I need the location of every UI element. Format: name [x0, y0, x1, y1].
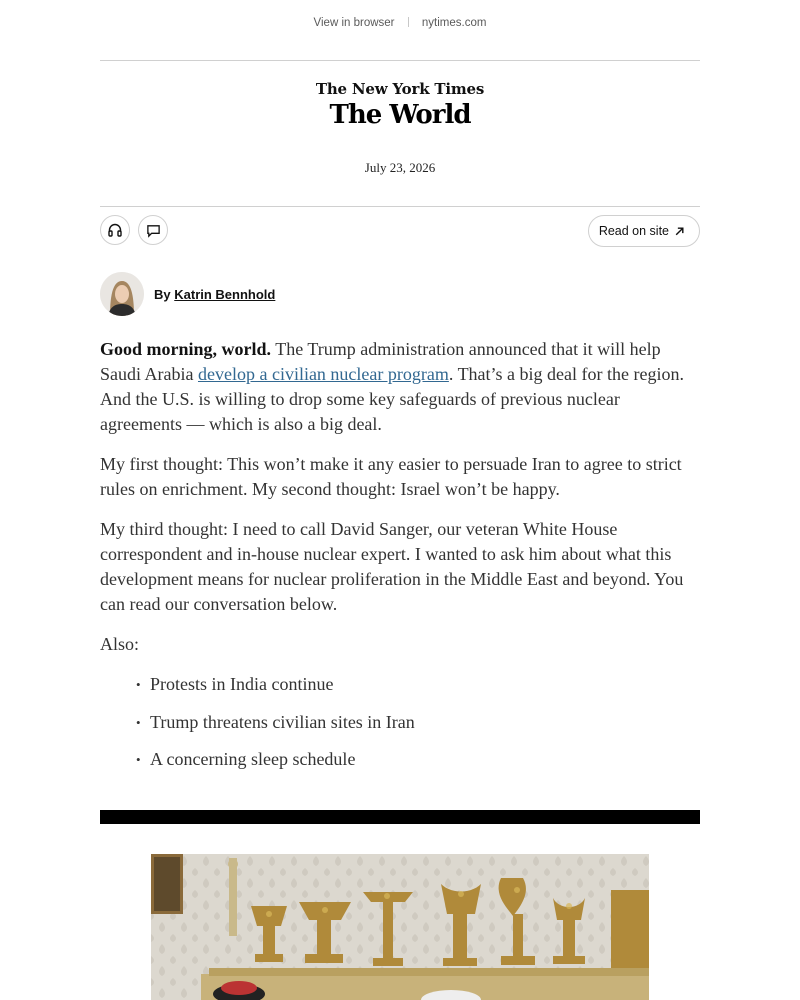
newsletter-date: July 23, 2026: [364, 160, 436, 175]
paragraph-text: The Trump administration announced that it will help Saudi Arabia: [100, 339, 661, 384]
comment-icon: [146, 223, 161, 238]
divider: [100, 206, 700, 207]
paragraph: My third thought: I need to call David Sanger, our veteran White House correspondent and in-house nuclear expert. I wanted to ask him about what this development means for nuclear proliferation in the Middle East and beyond. You can read our conversation below.: [100, 519, 684, 614]
lead-photo: [151, 854, 649, 1000]
author-avatar: [100, 272, 144, 316]
list-item: • A concerning sleep schedule: [136, 747, 700, 772]
nyt-logo[interactable]: The New York Times: [315, 80, 485, 98]
also-list: [100, 672, 700, 772]
read-on-site-button[interactable]: [588, 215, 700, 247]
list-item: • Protests in India continue: [136, 672, 700, 697]
divider: [100, 60, 700, 61]
headphones-icon: [107, 222, 123, 238]
byline-prefix: By: [154, 286, 171, 302]
newsletter-title: The World: [329, 100, 471, 130]
byline: [100, 272, 275, 316]
nuclear-program-link[interactable]: develop a civilian nuclear program: [197, 364, 449, 384]
view-in-browser-link[interactable]: View in browser: [313, 17, 395, 29]
masthead: [0, 80, 800, 130]
top-links: [0, 17, 800, 29]
paragraph-text: . That’s a big deal for the region. And the U.S. is willing to drop some key safeguards of previous nuclear agreements — which is also a big deal.: [100, 364, 684, 434]
lead-greeting: Good morning, world.: [100, 339, 272, 359]
also-label: Also:: [100, 634, 140, 654]
listen-button[interactable]: [100, 215, 130, 245]
article-body: [100, 337, 700, 785]
paragraph: [100, 337, 700, 437]
comment-button[interactable]: [138, 215, 168, 245]
divider: [408, 17, 409, 27]
section-divider-bar: [100, 810, 700, 824]
read-on-site-label: Read on site: [598, 224, 669, 238]
external-arrow-icon: [674, 226, 685, 237]
nytimes-link[interactable]: nytimes.com: [421, 17, 487, 29]
list-item: • Trump threatens civilian sites in Iran: [136, 710, 700, 735]
paragraph: My first thought: This won’t make it any easier to persuade Iran to agree to strict rules on enrichment. My second thought: Israel won’t be happy.: [100, 454, 682, 499]
author-link[interactable]: Katrin Bennhold: [174, 286, 276, 302]
byline-text: [154, 287, 275, 302]
